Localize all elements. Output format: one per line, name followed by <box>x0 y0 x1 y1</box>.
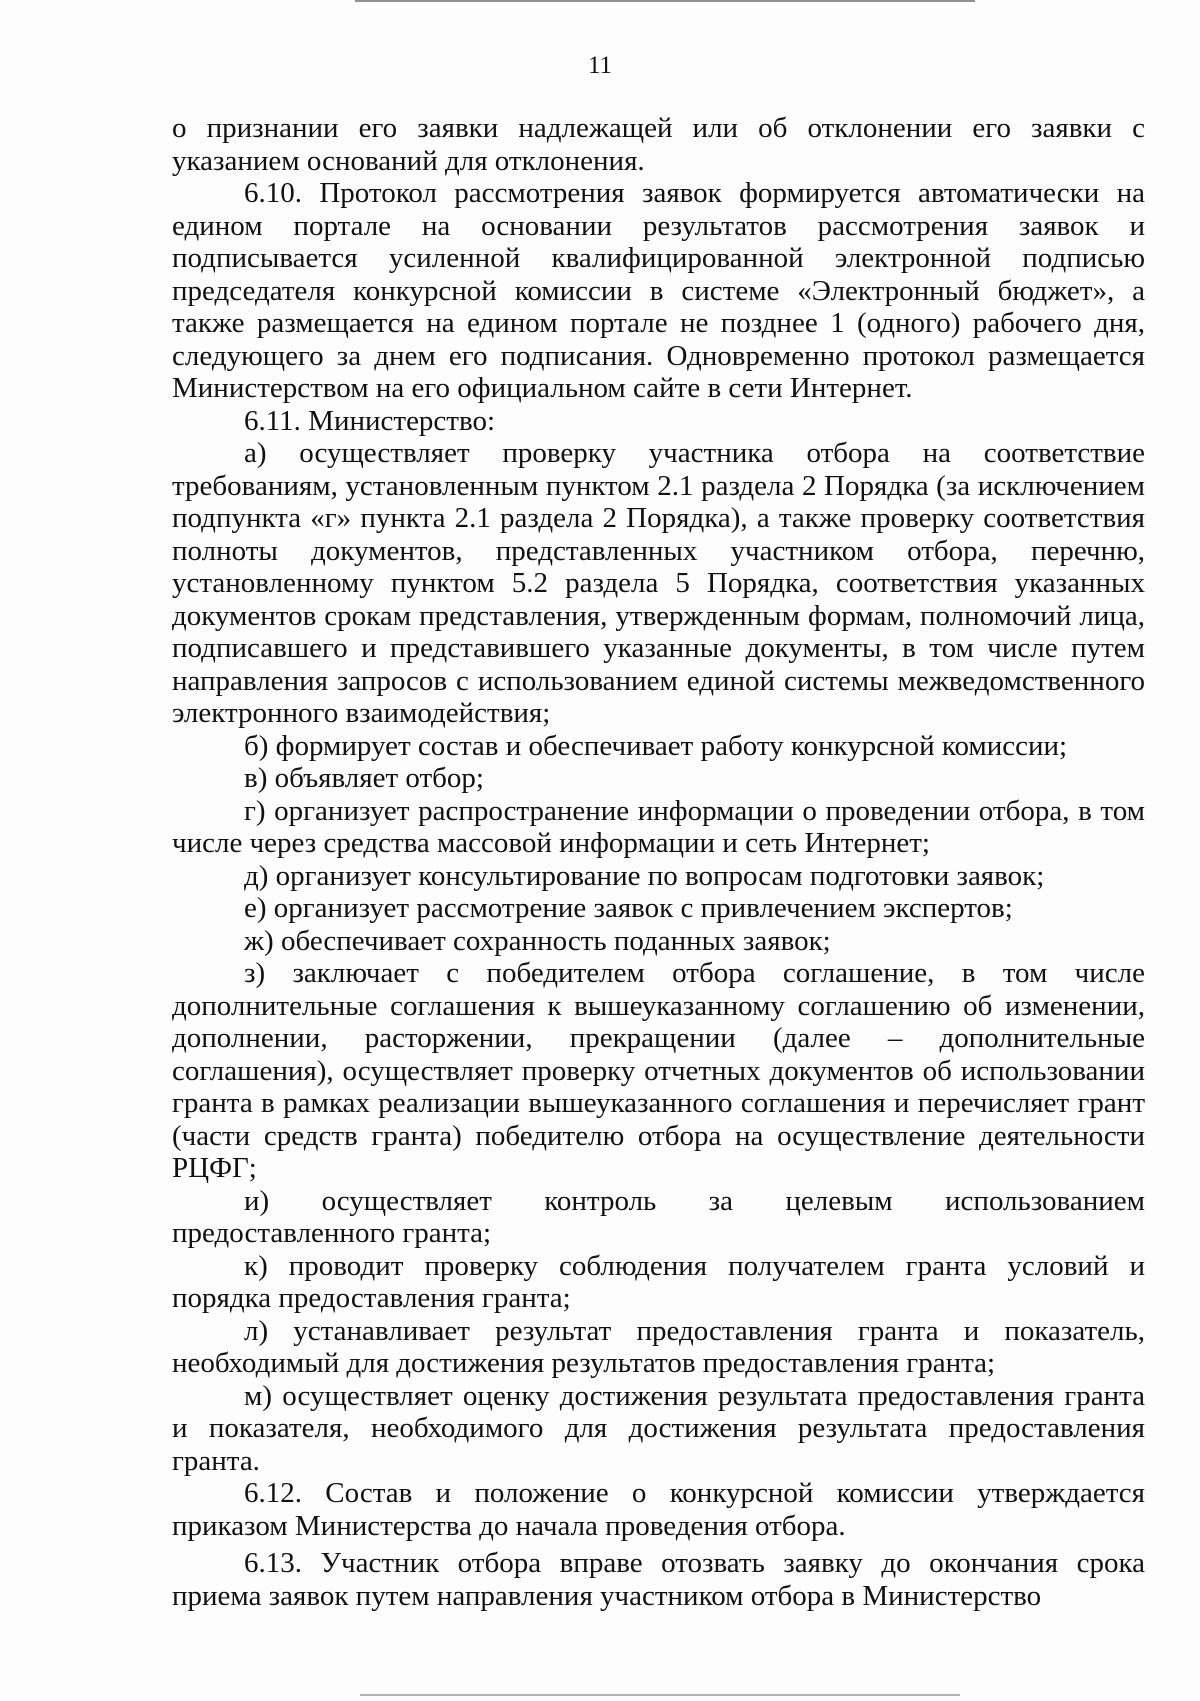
document-body <box>172 112 1145 1612</box>
list-item-k: к) проводит проверку соблюдения получателем гранта условий и порядка предоставления гранта; <box>172 1249 1145 1314</box>
paragraph-6-12: 6.12. Состав и положение о конкурсной комиссии утверждается приказом Министерства до начала проведения отбора. <box>172 1477 1145 1542</box>
list-item-i: и) осуществляет контроль за целевым использованием предоставленного гранта; <box>172 1184 1145 1249</box>
paragraph-6-10: 6.10. Протокол рассмотрения заявок формируется автоматически на едином портале на основании результатов рассмотрения заявок и подписывается усиленной квалифицированной электронной подписью председателя конкурсной комиссии в системе «Электронный бюджет», а также размещается на едином портале не позднее 1 (одного) рабочего дня, следующего за днем его подписания. Одновременно протокол размещается Министерством на его официальном сайте в сети Интернет. <box>172 177 1145 404</box>
paragraph-continuation: о признании его заявки надлежащей или об отклонении его заявки с указанием оснований для отклонения. <box>172 112 1145 177</box>
list-item-d: д) организует консультирование по вопросам подготовки заявок; <box>244 859 1045 892</box>
list-item-a: а) осуществляет проверку участника отбора на соответствие требованиям, установленным пунктом 2.1 раздела 2 Порядка (за исключением подпункта «г» пункта 2.1 раздела 2 Порядка), а также проверку соответствия полноты документов, представленных участником отбора, перечню, установленному пунктом 5.2 раздела 5 Порядка, соответствия указанных документов срокам представления, утвержденным формам, полномочий лица, подписавшего и представившего указанные документы, в том числе путем направления запросов с использованием единой системы межведомственного электронного взаимодействия; <box>172 437 1145 729</box>
list-item-g: г) организует распространение информации о проведении отбора, в том числе через средства массовой информации и сеть Интернет; <box>172 794 1145 859</box>
list-item-m: м) осуществляет оценку достижения результата предоставления гранта и показателя, необходимого для достижения результата предоставления гранта. <box>172 1379 1145 1477</box>
page-number: 11 <box>587 52 613 79</box>
scan-edge-bottom <box>360 1694 960 1696</box>
list-item-z: з) заключает с победителем отбора соглашение, в том числе дополнительные соглашения к вышеуказанному соглашению об изменении, дополнении, расторжении, прекращении (далее – дополнительные соглашения), осуществляет проверку отчетных документов об использовании гранта в рамках реализации вышеуказанного соглашения и перечисляет грант (части средств гранта) победителю отбора на осуществление деятельности РЦФГ; <box>172 957 1145 1184</box>
list-item-l: л) устанавливает результат предоставления гранта и показатель, необходимый для достижения результатов предоставления гранта; <box>172 1314 1145 1379</box>
paragraph-6-13: 6.13. Участник отбора вправе отозвать заявку до окончания срока приема заявок путем направления участником отбора в Министерство <box>172 1547 1145 1612</box>
scan-edge-top <box>355 0 975 2</box>
list-item-v: в) объявляет отбор; <box>244 762 484 794</box>
list-item-zh: ж) обеспечивает сохранность поданных заявок; <box>244 924 831 957</box>
paragraph-6-11: 6.11. Министерство: <box>244 404 496 437</box>
list-item-e: е) организует рассмотрение заявок с привлечением экспертов; <box>244 892 1013 924</box>
list-item-b: б) формирует состав и обеспечивает работу конкурсной комиссии; <box>244 729 1068 762</box>
